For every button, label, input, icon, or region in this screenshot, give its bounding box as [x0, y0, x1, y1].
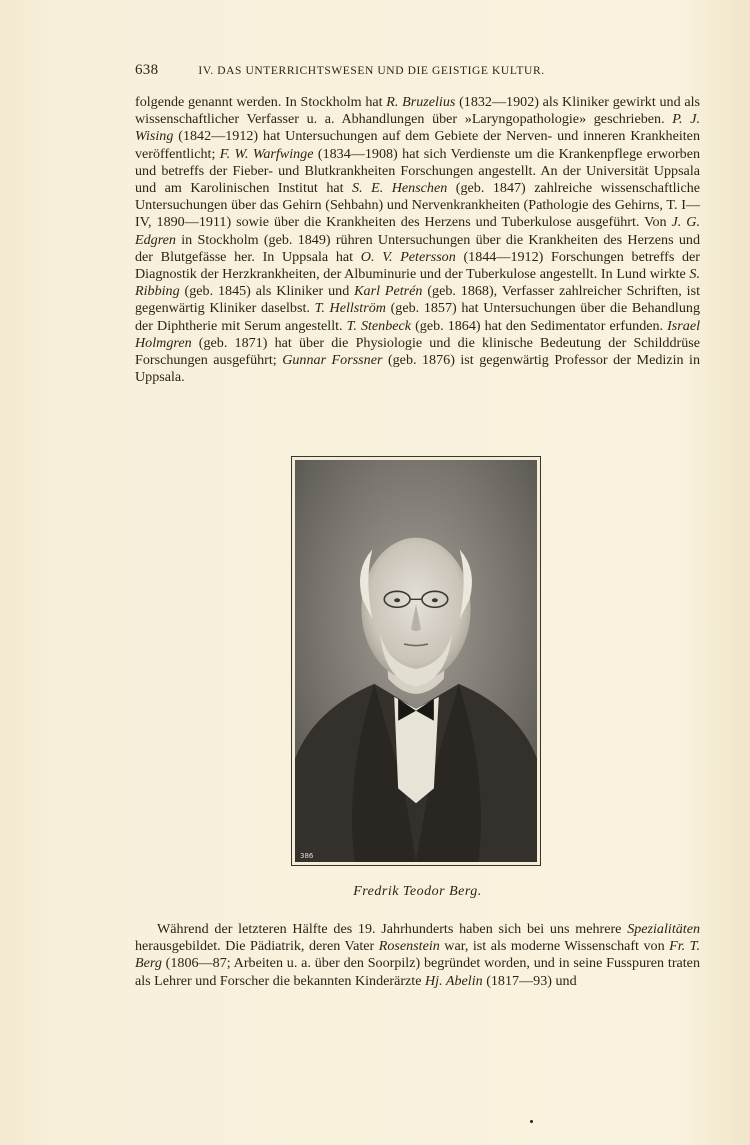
text-run: (1844—1912) Forschungen betreffs der Diagnostik der Herzkrankheiten, der Albuminurie und der Tuberkulose angestellt. In Lund wirkte — [135, 248, 700, 283]
text-run: (geb. 1864) hat den Sedimentator erfunden. — [411, 317, 668, 334]
text-run: war, ist als moderne Wissenschaft von — [439, 938, 670, 955]
text-run: (1834—1908) hat sich Verdienste um die Krankenpflege erworben und betreffs der Fieber- und Blutkrankheiten Forschungen angestellt. An der Universität Uppsala und am Karolinischen Institut hat — [135, 145, 701, 197]
text-run: in Stockholm (geb. 1849) rühren Untersuchungen über die Krankheiten des Herzens und der Blutgefässe her. In Uppsala hat — [135, 231, 700, 265]
text-run: (geb. 1876) ist gegenwärtig Professor der Medizin in Uppsala. — [135, 352, 700, 386]
italic-name: S. E. Henschen — [352, 180, 448, 197]
text-run: herausgebildet. Die Pädiatrik, deren Vater — [135, 938, 379, 955]
italic-name: J. G. Edgren — [135, 214, 700, 248]
page-speck — [530, 1120, 533, 1123]
paragraph-text — [135, 94, 700, 386]
running-header — [135, 62, 615, 79]
italic-name: P. J. Wising — [135, 111, 700, 145]
text-run: (geb. 1868), Verfasser zahlreicher Schriften, ist gegenwärtig Kliniker daselbst. — [135, 283, 700, 317]
body-paragraph-2 — [135, 921, 700, 990]
plate-number: 386 — [300, 852, 314, 860]
text-run: (geb. 1857) hat Untersuchungen über die Behandlung der Diphtherie mit Serum angestellt. — [135, 300, 700, 334]
italic-name: Gunnar Forssner — [282, 352, 383, 369]
text-run: folgende genannt werden. In Stockholm hat — [135, 94, 387, 110]
portrait-figure — [291, 456, 541, 866]
italic-name: Hj. Abelin — [424, 972, 483, 989]
italic-name: S. Ribbing — [135, 266, 700, 300]
text-run: (geb. 1871) hat über die Physiologie und die klinische Bedeutung der Schilddrüse Forschungen ausgeführt; — [135, 334, 700, 369]
text-run: (geb. 1847) zahlreiche wissenschaftliche Untersuchungen über das Gehirn (Sehbahn) und Nervenkrankheiten (Pathologie des Gehirns, T. I—IV, 1890—1911) sowie über die Krankheiten des Herzens und Tuberkulose ausgeführt. Von — [135, 180, 701, 231]
body-paragraph-1 — [135, 94, 700, 386]
italic-name: Karl Petrén — [354, 283, 423, 300]
running-title: IV. DAS UNTERRICHTSWESEN UND DIE GEISTIGE KULTUR. — [198, 65, 545, 77]
figure-caption: Fredrik Teodor Berg. — [353, 884, 482, 899]
text-run: (1832—1902) als Kliniker gewirkt und als wissenschaftlicher Verfasser u. a. Abhandlungen über »Laryngopathologie» geschrieben. — [135, 94, 700, 128]
paragraph-text — [135, 921, 700, 990]
italic-name: R. Bruzelius — [386, 94, 456, 110]
text-run: (1806—87; Arbeiten u. a. über den Soorpilz) begründet worden, und in seine Fusspuren traten als Lehrer und Forscher die bekannten Kinderärzte — [135, 955, 700, 989]
portrait-photo — [295, 460, 537, 862]
text-run: (1817—93) und — [482, 972, 577, 989]
italic-name: T. Hellström — [314, 300, 386, 317]
page-number: 638 — [135, 62, 159, 78]
portrait-illustration — [295, 460, 537, 862]
italic-name: Spezialitäten — [627, 921, 700, 937]
italic-name: F. W. Warfwinge — [219, 145, 314, 162]
italic-name: Fr. T. Berg — [135, 938, 700, 972]
italic-name: O. V. Petersson — [360, 248, 456, 265]
italic-name: Israel Holmgren — [135, 317, 700, 351]
text-run: Während der letzteren Hälfte des 19. Jahrhunderts haben sich bei uns mehrere — [157, 921, 628, 937]
text-run: (geb. 1845) als Kliniker und — [179, 283, 355, 300]
italic-name: Rosenstein — [378, 938, 440, 955]
italic-name: T. Stenbeck — [346, 317, 412, 334]
text-run: (1842—1912) hat Untersuchungen auf dem Gebiete der Nerven- und inneren Krankheiten veröffentlicht; — [135, 128, 700, 162]
